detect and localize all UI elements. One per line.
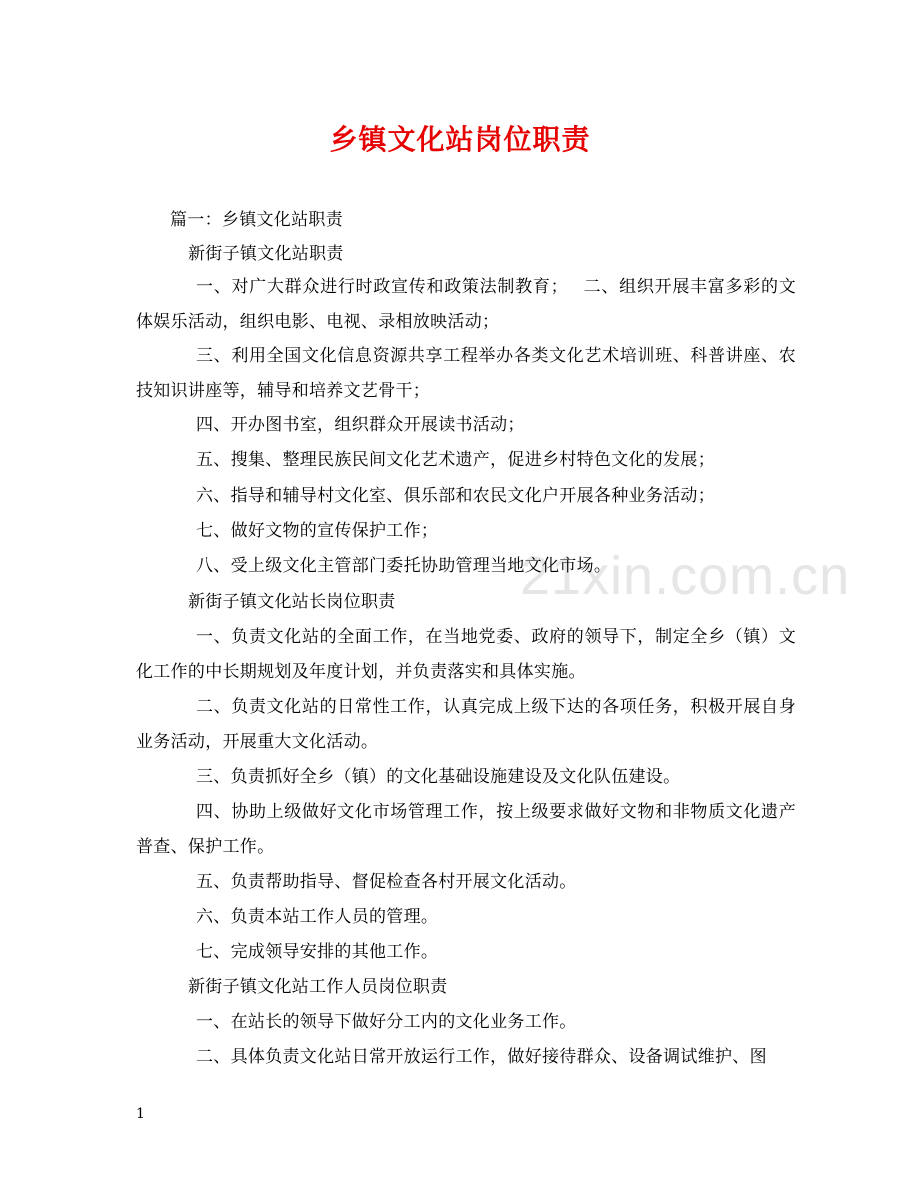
paragraph: 篇一：乡镇文化站职责	[170, 210, 343, 230]
paragraph: 二、负责文化站的日常性工作，认真完成上级下达的各项任务，积极开展自身业务活动，开展重大文化活动。	[136, 697, 796, 752]
paragraph: 新街子镇文化站工作人员岗位职责	[188, 977, 448, 997]
paragraph: 七、完成领导安排的其他工作。	[196, 942, 439, 962]
paragraph: 一、对广大群众进行时政宣传和政策法制教育； 二、组织开展丰富多彩的文体娱乐活动，组织电影、电视、录相放映活动；	[136, 277, 796, 332]
paragraph: 六、指导和辅导村文化室、俱乐部和农民文化户开展各种业务活动；	[196, 486, 715, 506]
document-title: 乡镇文化站岗位职责	[329, 123, 591, 156]
paragraph: 八、受上级文化主管部门委托协助管理当地文化市场。	[196, 556, 612, 576]
paragraph: 新街子镇文化站职责	[188, 244, 344, 264]
paragraph: 三、负责抓好全乡（镇）的文化基础设施建设及文化队伍建设。	[196, 767, 681, 787]
paragraph: 七、做好文物的宣传保护工作；	[196, 521, 439, 541]
paragraph: 五、负责帮助指导、督促检查各村开展文化活动。	[196, 872, 577, 892]
paragraph: 四、协助上级做好文化市场管理工作，按上级要求做好文物和非物质文化遗产普查、保护工作。	[136, 802, 796, 857]
paragraph: 新街子镇文化站长岗位职责	[188, 592, 396, 612]
paragraph: 三、利用全国文化信息资源共享工程举办各类文化艺术培训班、科普讲座、农技知识讲座等，辅导和培养文艺骨干；	[136, 346, 796, 401]
paragraph: 六、负责本站工作人员的管理。	[196, 907, 439, 927]
paragraph: 二、具体负责文化站日常开放运行工作，做好接待群众、设备调试维护、图	[196, 1047, 767, 1067]
paragraph: 一、负责文化站的全面工作，在当地党委、政府的领导下，制定全乡（镇）文化工作的中长期规划及年度计划，并负责落实和具体实施。	[136, 627, 796, 682]
paragraph: 四、开办图书室，组织群众开展读书活动；	[196, 415, 525, 435]
paragraph: 五、搜集、整理民族民间文化艺术遗产，促进乡村特色文化的发展；	[196, 450, 715, 470]
paragraph: 一、在站长的领导下做好分工内的文化业务工作。	[196, 1012, 577, 1032]
page-number: 1	[136, 1106, 145, 1122]
watermark: 21xin.com.cn	[520, 546, 851, 606]
